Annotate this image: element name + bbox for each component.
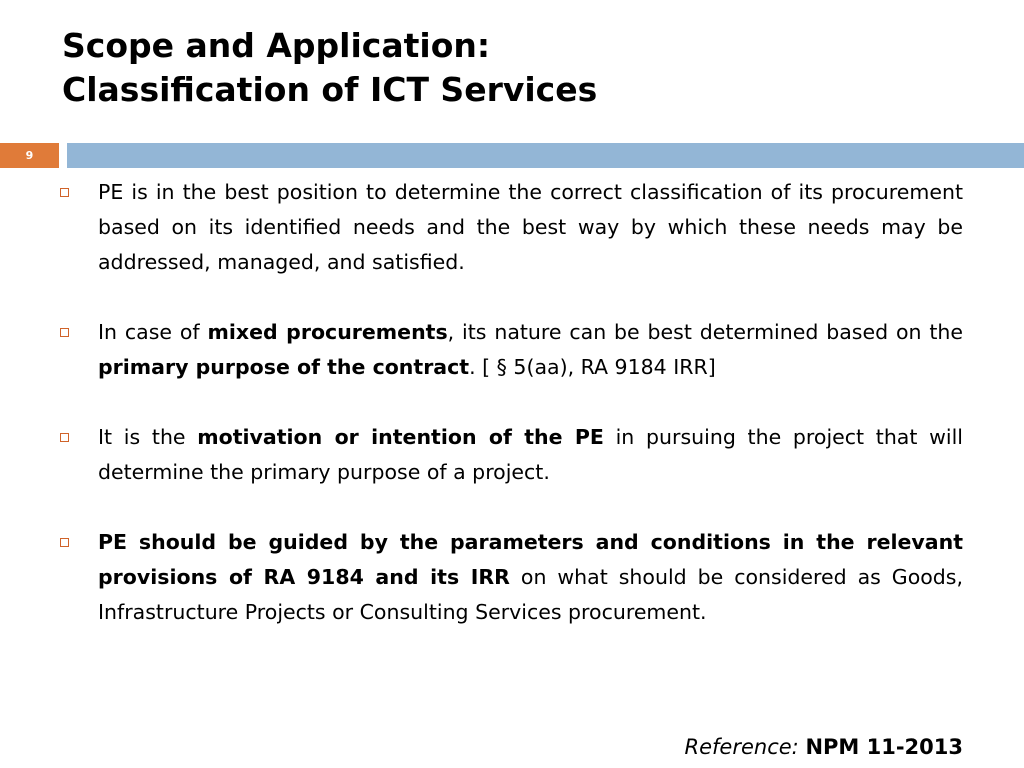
bullet-item-4	[58, 525, 963, 630]
bullet-square-icon	[60, 433, 69, 442]
reference-label: Reference:	[684, 735, 799, 759]
bullet-square-icon	[60, 328, 69, 337]
slide-title	[62, 24, 597, 112]
reference-value: NPM 11-2013	[805, 735, 963, 759]
reference-note	[685, 730, 963, 765]
title-line-1: Scope and Application:	[62, 26, 491, 65]
accent-bar	[67, 143, 1024, 168]
bullet-bold-text: motivation or intention of the PE	[197, 425, 604, 449]
bullet-item-1	[58, 175, 963, 280]
bullet-text-suffix: . [ § 5(aa), RA 9184 IRR]	[469, 355, 716, 379]
bullet-text-suffix: in pursuing the project that will determine the primary purpose of a project.	[98, 425, 963, 484]
bullet-square-icon	[60, 538, 69, 547]
bullet-text-suffix: on what should be considered as Goods, Infrastructure Projects or Consulting Services procurement.	[98, 565, 963, 624]
bullet-text-middle: , its nature can be best determined based on the	[447, 320, 963, 344]
bullet-bold-text: primary purpose of the contract	[98, 355, 470, 379]
bullet-text-prefix: It is the	[98, 425, 198, 449]
bullet-text-prefix: In case of	[98, 320, 208, 344]
slide-number: 9	[0, 143, 59, 168]
bullet-square-icon	[60, 188, 69, 197]
bullet-item-3	[58, 420, 963, 490]
bullet-bold-text: mixed procurements	[207, 320, 448, 344]
bullet-list	[58, 175, 963, 665]
bullet-item-2	[58, 315, 963, 385]
bullet-bold-text: PE should be guided by the parameters and conditions in the relevant provisions of RA 9184 and its IRR	[98, 530, 963, 589]
bullet-text: PE is in the best position to determine the correct classification of its procurement based on its identified needs and the best way by which these needs may be addressed, managed, and satisfied.	[98, 180, 963, 274]
title-line-2: Classification of ICT Services	[62, 70, 598, 109]
